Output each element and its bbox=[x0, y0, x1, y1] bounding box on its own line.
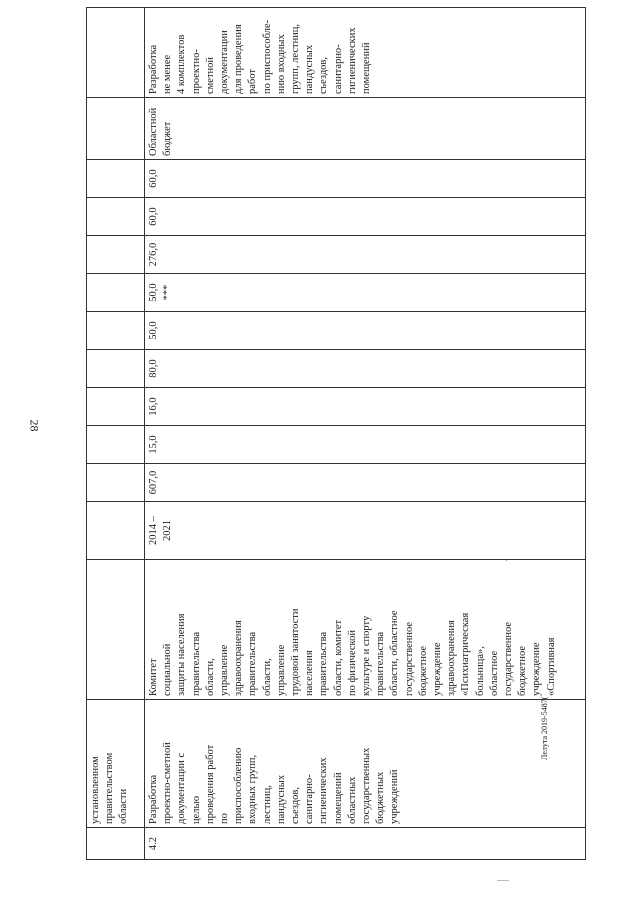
value-cell bbox=[145, 312, 586, 350]
measure-name-cell bbox=[145, 700, 586, 828]
value-2015: 16,0 bbox=[148, 397, 159, 416]
value-2020: 60,0 bbox=[148, 207, 159, 226]
value-cell bbox=[145, 464, 586, 502]
header-cell-6 bbox=[87, 426, 145, 464]
header-cell-13 bbox=[87, 160, 145, 198]
value-2018: 50,0 *** bbox=[148, 283, 174, 302]
expected-result: Разработка не менее 4 комплектов проектно- сметной документации для проведения работ по приспособле- нию входных групп, лестниц, пандусных съездов, санитарно- гигиенических помещений bbox=[148, 19, 373, 94]
expected-result-cell bbox=[145, 8, 586, 98]
header-cell-15 bbox=[87, 8, 145, 98]
document-stamp: Лелута 2019-5487( bbox=[540, 696, 549, 760]
header-cell-14 bbox=[87, 98, 145, 160]
header-cell-11 bbox=[87, 236, 145, 274]
value-2017: 50,0 bbox=[148, 321, 159, 340]
executors-cell bbox=[145, 560, 586, 700]
row-number: 4.2 bbox=[145, 828, 586, 860]
value-cell bbox=[145, 274, 586, 312]
value-2016: 80,0 bbox=[148, 359, 159, 378]
value-cell bbox=[145, 388, 586, 426]
header-continuation-text: установленном правительством области bbox=[90, 752, 130, 824]
value-cell bbox=[145, 198, 586, 236]
period-cell bbox=[145, 502, 586, 560]
header-cell-8 bbox=[87, 350, 145, 388]
header-cell-10 bbox=[87, 274, 145, 312]
value-cell bbox=[145, 160, 586, 198]
value-cell bbox=[145, 426, 586, 464]
value-2019: 276,0 bbox=[148, 242, 159, 267]
header-cell-9 bbox=[87, 312, 145, 350]
header-cell-12 bbox=[87, 198, 145, 236]
header-cell-7 bbox=[87, 388, 145, 426]
table-row bbox=[145, 8, 586, 860]
measure-name: Разработка проектно-сметной документации с целью проведения работ по приспособлению входных групп, лестниц, пандусных съездов, санитарно- гигиенических помещений областных государственных бюджетных учреждений bbox=[148, 742, 401, 824]
program-table bbox=[86, 10, 586, 860]
measures-table bbox=[86, 7, 586, 860]
header-cell-name bbox=[87, 700, 145, 828]
header-cell-3 bbox=[87, 560, 145, 700]
value-2021: 60,0 bbox=[148, 169, 159, 188]
header-cell-1 bbox=[87, 828, 145, 860]
page-number: 28 bbox=[27, 419, 42, 432]
value-cell bbox=[145, 350, 586, 388]
funding-source: Областной бюджет bbox=[148, 107, 174, 156]
header-cell-5 bbox=[87, 464, 145, 502]
scan-mark bbox=[506, 560, 507, 561]
period: 2014 – 2021 bbox=[148, 516, 174, 545]
value-total: 607,0 bbox=[148, 470, 159, 495]
value-2014: 15,0 bbox=[148, 435, 159, 454]
executors: Комитет социальной защиты населения правительства области, управление здравоохранения правительства области, управление трудовой занятости населения правительства области, комитет по физической культуре и спорту правительства области, областное государственное бюджетное учреждение здравоохранения «Психиатрическая больница», областное государственное бюджетное учреждение «Спортивная bbox=[148, 608, 557, 696]
header-continuation-row bbox=[87, 8, 145, 860]
value-cell bbox=[145, 236, 586, 274]
funding-source-cell bbox=[145, 98, 586, 160]
scan-line bbox=[497, 880, 509, 881]
header-cell-4 bbox=[87, 502, 145, 560]
